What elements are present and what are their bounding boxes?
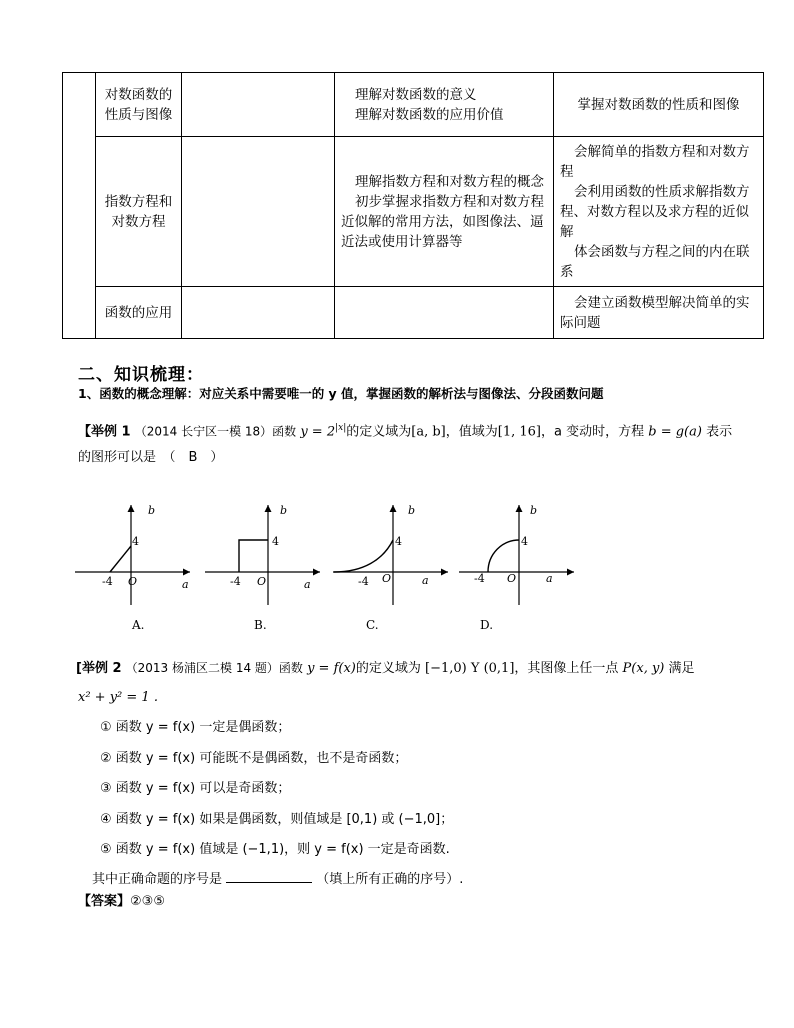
math-range: [1, 16] [497, 424, 541, 440]
topic-cell: 指数方程和对数方程 [96, 137, 182, 287]
axis-b-label: b [408, 504, 416, 517]
empty-cell [182, 137, 335, 287]
origin-label: O [382, 572, 392, 585]
example-source: （2014 长宁区一模 18）函数 [134, 424, 297, 439]
option-a-label: A. [132, 618, 145, 632]
goal-text: 会利用函数的性质求解指数方程、对数方程以及求方程的近似解 [560, 183, 750, 240]
goal-text: 会解简单的指数方程和对数方程 [560, 143, 750, 180]
goal-cell [554, 137, 764, 287]
tick-x: -4 [358, 575, 369, 588]
axis-a-label: a [546, 572, 553, 585]
text: 的定义域为 [355, 661, 421, 676]
tick-y: 4 [132, 535, 139, 548]
graph-curve [239, 540, 268, 572]
graph-d [459, 504, 574, 605]
axis-a-label: a [422, 574, 429, 587]
origin-label: O [128, 575, 138, 588]
goal-text: 会建立函数模型解决简单的实际问题 [560, 294, 750, 331]
axis-a-label: a [304, 578, 311, 591]
axis-b-label: b [530, 504, 538, 517]
requirement-cell [335, 137, 554, 287]
tick-x: -4 [102, 575, 113, 588]
option-graphs [70, 500, 580, 615]
goal-cell [554, 287, 764, 339]
example-label: 【举例 1 [78, 424, 131, 440]
text: 表示 [706, 424, 733, 440]
topic-cell: 函数的应用 [96, 287, 182, 339]
question-pre: 其中正确命题的序号是 [92, 872, 223, 887]
example-source: （2013 杨浦区二模 14 题）函数 [125, 661, 303, 675]
list-item: ② 函数 y = f(x) 可能既不是偶函数，也不是奇函数； [100, 751, 408, 766]
text: ，a 变动时，方程 [540, 424, 645, 440]
goal-text: 掌握对数函数的性质和图像 [577, 96, 740, 113]
example-1-line-1 [78, 418, 732, 442]
math-func: y = f(x) [307, 661, 356, 676]
requirement-text: 初步掌握求指数方程和对数方程近似解的常用方法，如图像法、逼近法或使用计算器等 [341, 193, 544, 250]
list-item: ⑤ 函数 y = f(x) 值域是 (−1,1)，则 y = f(x) 一定是奇函数. [100, 842, 450, 857]
requirement-text: 理解指数方程和对数方程的概念 [355, 173, 544, 190]
empty-cell [182, 73, 335, 137]
empty-cell [335, 287, 554, 339]
answer-label: 【答案】 [78, 894, 131, 909]
graph-b [205, 504, 320, 605]
option-c-label: C. [366, 618, 379, 632]
example-1-line-2: 的图形可以是 （ B ） [78, 450, 224, 465]
list-item: ③ 函数 y = f(x) 可以是奇函数； [100, 781, 291, 796]
text: 的定义域为 [346, 424, 412, 440]
goal-text: 体会函数与方程之间的内在联系 [560, 243, 750, 280]
table-row [63, 137, 764, 287]
origin-label: O [257, 575, 267, 588]
table-cell-merged [63, 73, 96, 339]
math-func: y = 2 [300, 424, 336, 440]
topic-cell: 对数函数的性质与图像 [96, 73, 182, 137]
table-row [63, 287, 764, 339]
syllabus-table [62, 72, 764, 339]
tick-x: -4 [230, 575, 241, 588]
tick-y: 4 [395, 535, 402, 548]
tick-y: 4 [272, 535, 279, 548]
requirement-text: 理解对数函数的意义 [355, 86, 477, 103]
math-point: P(x, y) [622, 661, 665, 676]
question-post: （填上所有正确的序号）. [316, 872, 464, 887]
requirement-cell [335, 73, 554, 137]
math-exp: |x| [335, 423, 347, 433]
empty-cell [182, 287, 335, 339]
graph-curve [488, 540, 519, 572]
math-domain: [a, b] [411, 424, 446, 440]
requirement-text: 理解对数函数的应用价值 [355, 106, 504, 123]
example-2-line-1 [76, 658, 695, 679]
list-item: ① 函数 y = f(x) 一定是偶函数； [100, 720, 291, 735]
option-b-label: B. [254, 618, 267, 632]
math-domain: [−1,0) Y (0,1] [425, 661, 515, 676]
table-row [63, 73, 764, 137]
section-title: 二、知识梳理： [78, 365, 204, 385]
tick-y: 4 [521, 535, 528, 548]
option-d-label: D. [480, 618, 494, 632]
graph-c [333, 504, 448, 605]
answer-line [78, 892, 165, 912]
point-heading: 1、函数的概念理解：对应关系中需要唯一的 y 值，掌握函数的解析法与图像法、分段函数问题 [78, 386, 604, 401]
answer-value: ②③⑤ [130, 894, 165, 909]
tick-x: -4 [474, 572, 485, 585]
graph-a [75, 504, 190, 605]
origin-label: O [507, 572, 517, 585]
text: ，值域为 [445, 424, 498, 440]
goal-cell [554, 73, 764, 137]
text: ，其图像上任一点 [514, 661, 619, 676]
math-eq: b = g(a) [648, 424, 702, 440]
list-item: ④ 函数 y = f(x) 如果是偶函数，则值域是 [0,1) 或 (−1,0]； [100, 812, 454, 827]
example-label: [举例 2 [76, 661, 122, 676]
math-equation: x² + y² = 1 . [78, 690, 158, 705]
graph-curve [110, 546, 131, 572]
axis-b-label: b [280, 504, 288, 517]
text: 满足 [668, 661, 695, 676]
axis-a-label: a [182, 578, 189, 591]
answer-blank [226, 868, 312, 883]
question-line [92, 868, 463, 890]
graph-curve [334, 540, 393, 572]
axis-b-label: b [148, 504, 156, 517]
